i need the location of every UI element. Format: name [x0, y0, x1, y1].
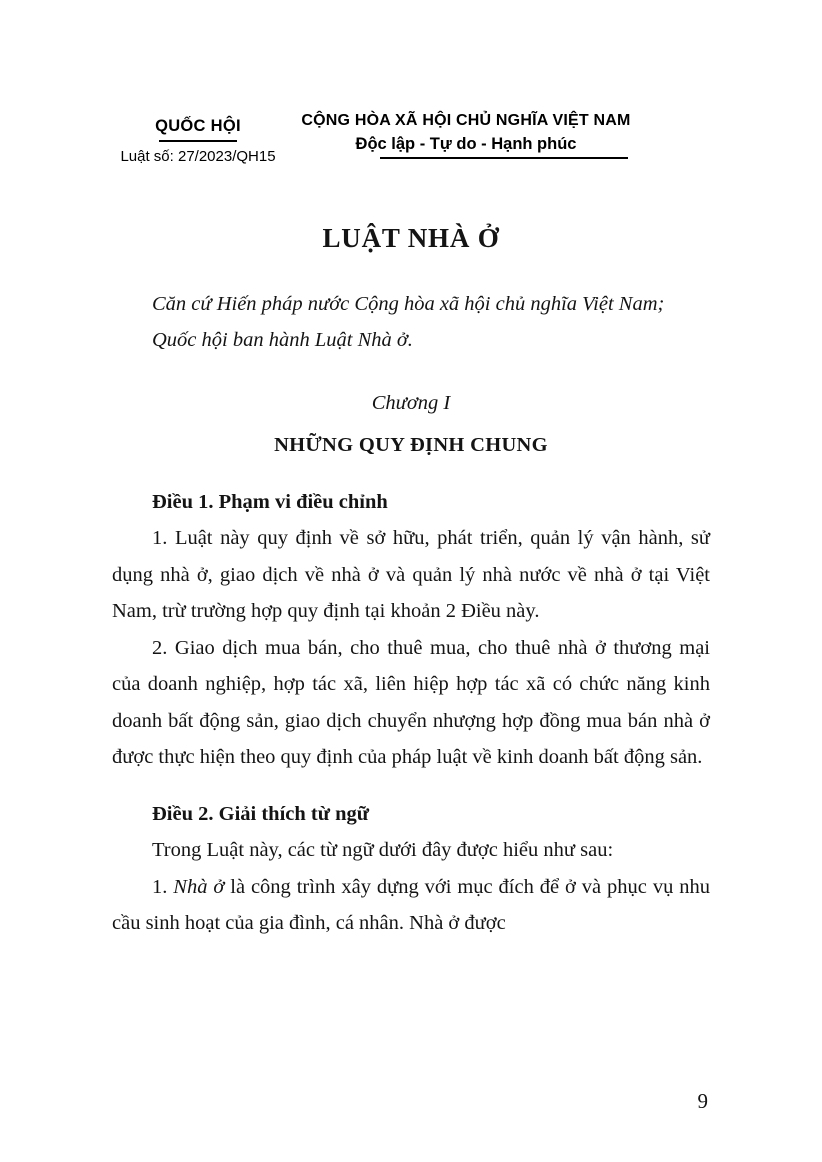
- issuing-authority-block: [112, 112, 284, 165]
- chapter-number: Chương I: [371, 391, 451, 414]
- document-header: [112, 112, 710, 165]
- clause-number: 1.: [152, 875, 174, 898]
- article-2-paragraph-2: [112, 869, 710, 942]
- national-motto: Độc lập - Tự do - Hạnh phúc: [355, 135, 577, 153]
- issuing-authority: QUỐC HỘI: [155, 117, 241, 135]
- national-title: CỘNG HÒA XÃ HỘI CHỦ NGHĨA VIỆT NAM: [301, 112, 631, 129]
- national-header-block: [290, 112, 642, 159]
- preamble-line-2: Quốc hội ban hành Luật Nhà ở.: [152, 329, 413, 351]
- authority-underline: [159, 140, 237, 142]
- defined-term: Nhà ở: [173, 875, 225, 898]
- chapter-title: NHỮNG QUY ĐỊNH CHUNG: [274, 434, 548, 456]
- article-1-heading: Điều 1. Phạm vi điều chỉnh: [152, 490, 388, 513]
- preamble-line-1: Căn cứ Hiến pháp nước Cộng hòa xã hội chủ nghĩa Việt Nam;: [152, 292, 665, 315]
- article-2-heading: Điều 2. Giải thích từ ngữ: [152, 802, 370, 825]
- article-2-paragraph-1: Trong Luật này, các từ ngữ dưới đây được hiểu như sau:: [152, 839, 614, 861]
- page-number: 9: [697, 1089, 708, 1113]
- article-1-paragraph-1: 1. Luật này quy định về sở hữu, phát triển, quản lý vận hành, sử dụng nhà ở, giao dịch về nhà ở và quản lý nhà nước về nhà ở tại Việt Nam, trừ trường hợp quy định tại khoản 2 Điều này.: [112, 527, 710, 622]
- motto-underline: [380, 157, 628, 159]
- article-1-paragraph-2: 2. Giao dịch mua bán, cho thuê mua, cho thuê nhà ở thương mại của doanh nghiệp, hợp tác xã, liên hiệp hợp tác xã có chức năng kinh doanh bất động sản, giao dịch chuyển nhượng hợp đồng mua bán nhà ở được thực hiện theo quy định của pháp luật về kinh doanh bất động sản.: [112, 636, 710, 768]
- clause-text: là công trình xây dựng với mục đích để ở và phục vụ nhu cầu sinh hoạt của gia đình, cá nhân. Nhà ở được: [112, 875, 710, 934]
- chapter-heading: [112, 385, 710, 464]
- document-title: LUẬT NHÀ Ở: [322, 222, 500, 253]
- document-number: Luật số: 27/2023/QH15: [120, 147, 276, 165]
